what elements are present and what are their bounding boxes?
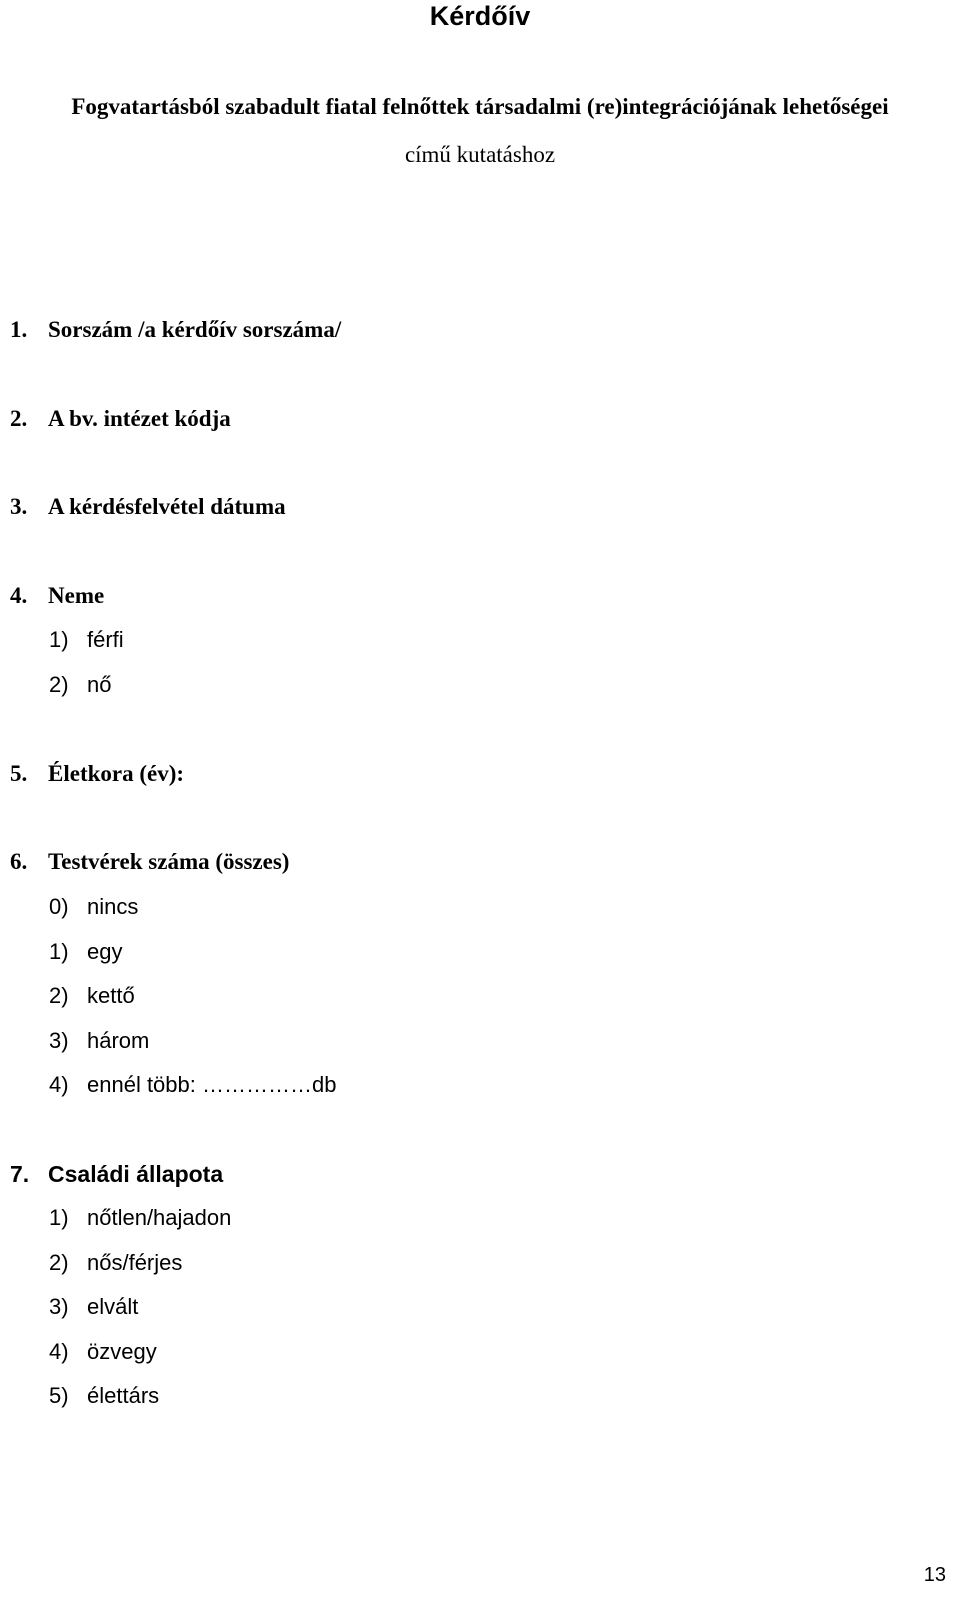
option-text: egy [87,939,123,964]
page-number: 13 [923,1564,946,1586]
option[interactable] [49,1071,336,1099]
option-text: nőtlen/hajadon [87,1205,232,1230]
question-number: 1. [10,317,28,342]
option-number: 1) [49,627,69,652]
question-number: 5. [10,761,28,786]
option[interactable] [49,626,124,654]
question-3 [10,492,286,522]
option-text: kettő [87,983,135,1008]
option-number: 1) [49,1205,69,1230]
option-number: 0) [49,894,69,919]
question-number: 6. [10,849,28,874]
option-number: 5) [49,1383,69,1408]
option[interactable] [49,938,122,966]
question-5 [10,759,184,789]
option[interactable] [49,893,138,921]
option[interactable] [49,1382,159,1410]
question-text: Sorszám /a kérdőív sorszáma/ [48,317,342,342]
option-number: 4) [49,1072,69,1097]
option[interactable] [49,1293,138,1321]
question-7 [10,1159,223,1189]
question-number: 7. [10,1161,30,1187]
document-title: Kérdőív [429,1,531,31]
question-1 [10,315,341,345]
option-text: elvált [87,1294,139,1319]
option-text: özvegy [87,1339,157,1364]
option-number: 4) [49,1339,69,1364]
option[interactable] [49,1204,231,1232]
option-text: három [87,1028,150,1053]
question-text: Életkora (év): [48,761,185,786]
question-6 [10,847,289,877]
question-number: 2. [10,406,28,431]
question-number: 3. [10,494,28,519]
option-number: 2) [49,983,69,1008]
option-text: ennél több: ……………db [87,1072,337,1097]
research-title-suffix: című kutatáshoz [404,142,556,167]
option-text: nő [87,672,112,697]
option-number: 3) [49,1294,69,1319]
question-2 [10,404,231,434]
option[interactable] [49,1338,157,1366]
option-text: nős/férjes [87,1250,183,1275]
question-text: Családi állapota [48,1161,224,1187]
question-text: A bv. intézet kódja [48,406,231,431]
question-4 [10,581,104,611]
option[interactable] [49,982,135,1010]
option-number: 3) [49,1028,69,1053]
option[interactable] [49,1249,182,1277]
option[interactable] [49,1027,149,1055]
option-text: férfi [87,627,124,652]
option-text: nincs [87,894,139,919]
option[interactable] [49,671,111,699]
option-number: 2) [49,1250,69,1275]
option-text: élettárs [87,1383,160,1408]
question-text: Testvérek száma (összes) [48,849,290,874]
question-text: A kérdésfelvétel dátuma [48,494,286,519]
option-number: 1) [49,939,69,964]
research-title: Fogvatartásból szabadult fiatal felnőttek társadalmi (re)integrációjának lehetőségei [71,94,889,119]
question-text: Neme [48,583,105,608]
option-number: 2) [49,672,69,697]
question-number: 4. [10,583,28,608]
